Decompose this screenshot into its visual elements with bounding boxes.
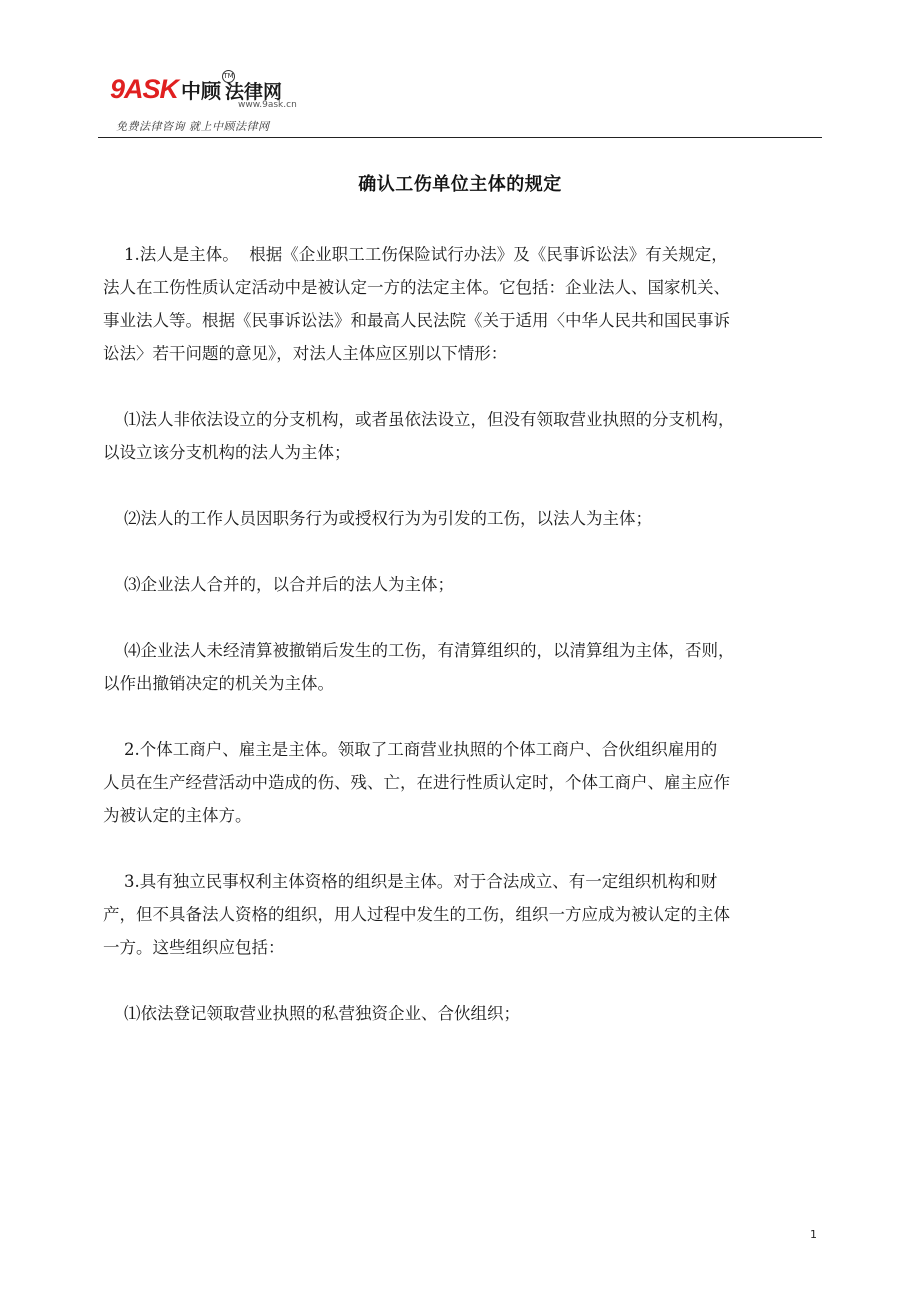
site-logo[interactable] [110,70,320,136]
paragraph [103,733,828,832]
logo-url: www.9ask.cn [238,100,297,110]
paragraph-line: 人员在生产经营活动中造成的伤、残、亡，在进行性质认定时，个体工商户、雇主应作 [103,773,730,792]
paragraph-line: 讼法〉若干问题的意见》，对法人主体应区别以下情形： [103,344,508,363]
page-number: 1 [810,1228,817,1241]
logo-name: 中顾 [181,79,222,103]
paragraph-line: ⑴依法登记领取营业执照的私营独资企业、合伙组织； [103,1004,520,1023]
logo-site: 法律网 [225,81,283,103]
header-divider [98,137,822,138]
paragraph [103,403,828,469]
paragraph [103,568,828,601]
paragraph-line: 为被认定的主体方。 [103,806,252,825]
logo-brand: 9ASK [110,74,179,104]
paragraph [103,997,828,1030]
logo-slogan: 免费法律咨询 就上中顾法律网 [116,120,270,133]
paragraph-line: 事业法人等。根据《民事诉讼法》和最高人民法院《关于适用〈中华人民共和国民事诉 [103,311,730,330]
paragraph [103,238,828,370]
paragraph [103,502,828,535]
paragraph-line: ⑴法人非依法设立的分支机构，或者虽依法设立，但没有领取营业执照的分支机构， [103,410,735,429]
paragraph [103,865,828,964]
paragraph-line: 以设立该分支机构的法人为主体； [103,443,351,462]
trademark-icon: TM [222,70,235,83]
paragraph-line: 法人在工伤性质认定活动中是被认定一方的法定主体。它包括：企业法人、国家机关、 [103,278,730,297]
paragraph-line: 1.法人是主体。 根据《企业职工工伤保险试行办法》及《民事诉讼法》有关规定， [103,245,728,264]
paragraph-line: ⑵法人的工作人员因职务行为或授权行为为引发的工伤，以法人为主体； [103,509,652,528]
paragraph-line: 以作出撤销决定的机关为主体。 [103,674,334,693]
document-title: 确认工伤单位主体的规定 [358,174,562,195]
paragraph-line: 3.具有独立民事权利主体资格的组织是主体。对于合法成立、有一定组织机构和财 [103,872,718,891]
paragraph-line: ⑷企业法人未经清算被撤销后发生的工伤，有清算组织的，以清算组为主体，否则， [103,641,735,660]
paragraph [103,634,828,700]
paragraph-line: ⑶企业法人合并的，以合并后的法人为主体； [103,575,454,594]
logo-wordmark [110,76,282,103]
document-body [103,238,828,1063]
paragraph-line: 一方。这些组织应包括： [103,938,285,957]
paragraph-line: 产，但不具备法人资格的组织，用人过程中发生的工伤，组织一方应成为被认定的主体 [103,905,730,924]
paragraph-line: 2.个体工商户、雇主是主体。领取了工商营业执照的个体工商户、合伙组织雇用的 [103,740,718,759]
